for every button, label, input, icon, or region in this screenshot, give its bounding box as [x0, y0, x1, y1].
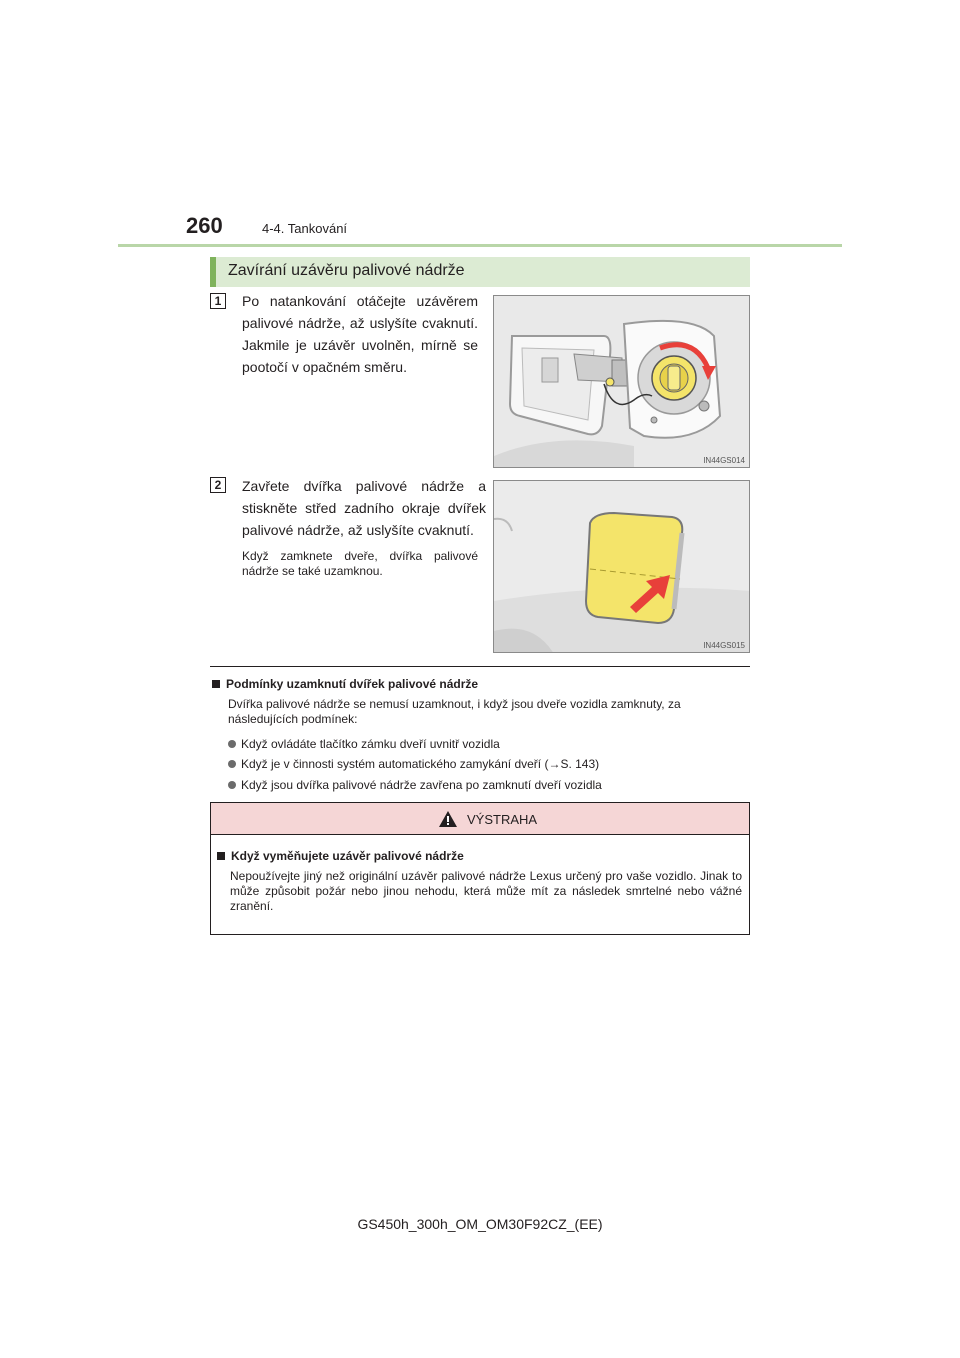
warning-header [211, 803, 749, 835]
bullet-dot-icon [228, 781, 236, 789]
step-1-text: Po natankování otáčejte uzávěrem palivové nádrže, až uslyšíte cvaknutí. Jakmile je uzávěr uvolněn, mírně se pootočí v opačném směru. [242, 293, 478, 375]
figure-fuel-door [493, 480, 750, 653]
list-item: Když ovládáte tlačítko zámku dveří uvnitř vozidla [228, 737, 500, 751]
header-divider [118, 244, 842, 247]
fuel-cap-illustration [494, 296, 750, 468]
footer-document-code: GS450h_300h_OM_OM30F92CZ_(EE) [357, 1216, 603, 1232]
figure-fuel-cap [493, 295, 750, 468]
step-2-note: Když zamknete dveře, dvířka palivové nádrže se také uzamknou. [242, 549, 478, 578]
section-heading [210, 257, 750, 287]
fuel-door-illustration [494, 481, 750, 653]
warning-box [210, 802, 750, 935]
section-reference: 4-4. Tankování [262, 221, 348, 236]
warning-body: Nepoužívejte jiný než originální uzávěr palivové nádrže Lexus určený pro vaše vozidlo. Jinak to může způsobit požár nebo jinou nehodu, která může mít za následek smrtelné nebo vážné zranění. [230, 869, 742, 913]
page-number: 260 [186, 213, 223, 238]
warning-triangle-icon [439, 811, 457, 827]
info-divider [210, 666, 750, 667]
square-bullet-icon [217, 852, 225, 860]
list-item: Když jsou dvířka palivové nádrže zavřena po zamknutí dveří vozidla [228, 778, 602, 792]
step-2-text: Zavřete dvířka palivové nádrže a stiskněte střed zadního okraje dvířek palivové nádrže, až uslyšíte cvaknutí. [242, 478, 486, 538]
warning-title: VÝSTRAHA [467, 812, 538, 827]
figure-1-code: IN44GS014 [703, 456, 745, 465]
figure-2-code: IN44GS015 [703, 641, 745, 650]
warning-subtitle: Když vyměňujete uzávěr palivové nádrže [217, 849, 464, 863]
step-1-badge: 1 [210, 293, 226, 309]
list-item: Když je v činnosti systém automatického zamykání dveří (→S. 143) [228, 757, 599, 771]
bullet-dot-icon [228, 760, 236, 768]
step-2-badge: 2 [210, 477, 226, 493]
info-body: Dvířka palivové nádrže se nemusí uzamknout, i když jsou dveře vozidla zamknuty, za následujících podmínek: [228, 697, 681, 726]
bullet-dot-icon [228, 740, 236, 748]
info-title: Podmínky uzamknutí dvířek palivové nádrže [212, 677, 478, 691]
square-bullet-icon [212, 680, 220, 688]
section-heading-text: Zavírání uzávěru palivové nádrže [228, 262, 465, 279]
